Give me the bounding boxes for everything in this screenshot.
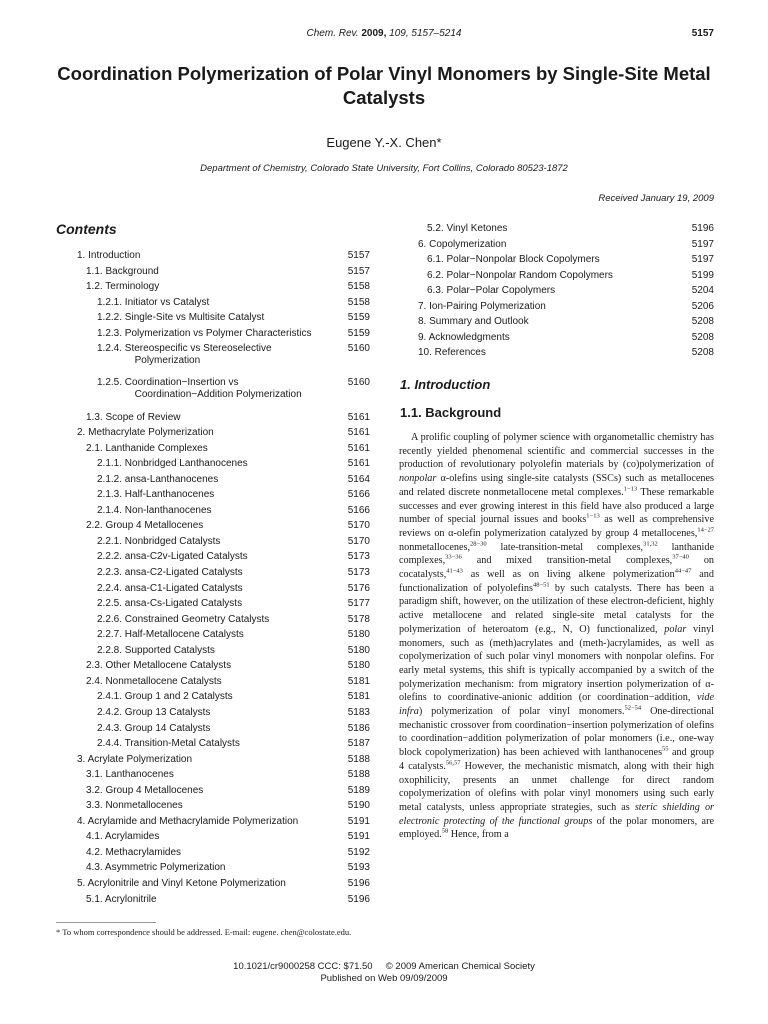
toc-entry-label: 2.2.1. Nonbridged Catalysts (97, 535, 221, 547)
toc-entry-label: 9. Acknowledgments (418, 331, 510, 343)
toc-entry-label: 1.2.4. Stereospecific vs Stereoselective (97, 343, 272, 355)
toc-entry-label: 1.2.1. Initiator vs Catalyst (97, 296, 210, 308)
toc-entry-page: 5176 (347, 582, 370, 594)
toc-entry-page: 5161 (347, 442, 370, 454)
toc-entry-page: 5181 (347, 691, 370, 703)
toc-entry-label: 2.4. Nonmetallocene Catalysts (86, 675, 222, 687)
toc-entry-label: 1.2. Terminology (86, 281, 160, 293)
toc-entry-label: 1.3. Scope of Review (86, 411, 181, 423)
toc-entry-label: 1. Introduction (77, 250, 141, 261)
toc-entry-label: 10. References (418, 347, 486, 359)
toc-entry-label: 5.1. Acrylonitrile (86, 893, 157, 905)
correspondence-footnote: * To whom correspondence should be addressed. E-mail: eugene. chen@colostate.edu. (56, 927, 352, 937)
toc-entry-label: 4.3. Asymmetric Polymerization (86, 862, 226, 874)
toc-entry-label: 3. Acrylate Polymerization (77, 753, 193, 765)
toc-entry-page: 5189 (347, 784, 370, 796)
toc-entry-label-continued: Coordination−Addition Polymerization (134, 389, 302, 401)
published-date: Published on Web 09/09/2009 (320, 973, 448, 984)
toc-entry-label: 2.2.4. ansa-C1-Ligated Catalysts (97, 582, 243, 594)
toc-entry-label: 2.4.3. Group 14 Catalysts (97, 722, 211, 734)
toc-entry-page: 5161 (347, 411, 370, 423)
toc-entry-page: 5206 (691, 300, 714, 312)
toc-entry-page: 5196 (347, 878, 370, 889)
toc-entry-label: 5. Acrylonitrile and Vinyl Ketone Polymerization (77, 878, 286, 889)
toc-entry-label: 2.2.6. Constrained Geometry Catalysts (97, 613, 270, 625)
toc-entry-page: 5161 (347, 458, 370, 470)
toc-entry-page: 5191 (347, 831, 370, 843)
toc-entry-label: 2.2.8. Supported Catalysts (97, 644, 215, 656)
toc-entry-label: 2.2.5. ansa-Cs-Ligated Catalysts (97, 598, 243, 610)
journal-name: Chem. Rev. (306, 28, 359, 39)
toc-entry-page: 5196 (691, 223, 714, 234)
author-affiliation: Department of Chemistry, Colorado State University, Fort Collins, Colorado 80523-1872 (200, 163, 568, 174)
toc-entry-page: 5159 (347, 327, 370, 339)
toc-entry-page: 5157 (347, 265, 370, 277)
toc-entry-label: 2.2. Group 4 Metallocenes (86, 520, 204, 532)
toc-entry-label: 2.4.4. Transition-Metal Catalysts (97, 738, 240, 750)
toc-entry-label: 1.2.2. Single-Site vs Multisite Catalyst (97, 312, 265, 324)
toc-entry-page: 5180 (347, 629, 370, 641)
toc-entry-page: 5192 (347, 846, 370, 858)
toc-entry-page: 5193 (347, 862, 370, 874)
toc-entry-label: 2.4.2. Group 13 Catalysts (97, 706, 211, 718)
toc-entry-label: 1.1. Background (86, 265, 159, 277)
toc-entry-page: 5180 (347, 644, 370, 656)
toc-entry-label: 2. Methacrylate Polymerization (77, 427, 214, 439)
toc-entry-page: 5160 (347, 343, 370, 355)
toc-entry-page: 5208 (691, 316, 714, 328)
toc-entry-page: 5197 (691, 238, 714, 250)
background-paragraph: A prolific coupling of polymer science with organometallic chemistry has recently yielded phenomenal scientific and commercial successes in the production of revolutionary polyolefin materials by (co)polymerization of nonpolar α-olefins using single-site catalysts (SSCs) such as metallocenes and related discrete nonmetallocene metal complexes.$^{1-13}$ These remarkable successes and ever growing interest in this field have also produced a large number of special journal issues and books$^{1-13}$ as well as comprehensive reviews on α-olefin polymerization catalyzed by group 4 metallocenes,$^{14-27}$ nonmetallocenes,$^{28-30}$ late-transition-metal complexes,$^{31,32}$ lanthanide complexes,$^{33-36}$ and mixed transition-metal complexes,$^{37-40}$ on cocatalysts,$^{41-43}$ as well as on living alkene polymerization$^{44-47}$ and functionalization of polyolefins$^{48-51}$ by such catalysts. There has been a paradigm shift, however, on the utilization of these electron-deficient, highly active metallocene and related single-site metal catalysts for the polymerization of heteroatom (e.g., N, O) functionalized, polar vinyl monomers, such as (meth)acrylates and (meth-)acrylamides, as well as copolymerization of such polar vinyl monomers with nonpolar olefins. For early metal systems, this shift is typically accompanied by a switch of the polymerization mechanism: from migratory insertion polymerization of α-olefins to coordinative-anionic addition (or coordination−addition, vide infra) polymerization of polar vinyl monomers.$^{52-54}$ One-directional mechanistic crossover from coordination−insertion polymerization of olefins to coordination−addition polymerization of polar monomers (i.e., one-way block copolymerization) has been achieved with lanthanocenes$^{55}$ and group 4 catalysts.$^{56,57}$ However, the mechanistic mismatch, along with their high oxophilicity, presents an unmet challenge for direct random copolymerization of olefins with polar vinyl monomers using such early metal catalysts, unless appropriate strategies, such as steric shielding or electronic protecting of the functional groups of the polar monomers, are employed.$^{58}$ Hence, from a (399, 432, 715, 841)
toc-entry-page: 5188 (347, 753, 370, 765)
toc-entry-page: 5187 (347, 738, 370, 750)
toc-entry-label: 2.1.3. Half-Lanthanocenes (97, 489, 215, 501)
toc-entry-page: 5183 (347, 706, 370, 718)
contents-heading: Contents (56, 221, 117, 237)
toc-entry-label: 3.1. Lanthanocenes (86, 769, 174, 781)
toc-entry-page: 5204 (691, 285, 714, 297)
toc-entry-label: 3.2. Group 4 Metallocenes (86, 784, 204, 796)
toc-entry-label: 2.2.7. Half-Metallocene Catalysts (97, 629, 244, 641)
toc-entry-label: 4.2. Methacrylamides (86, 846, 182, 858)
toc-entry-page: 5188 (347, 769, 370, 781)
toc-entry-label: 4. Acrylamide and Methacrylamide Polymerization (77, 815, 299, 827)
toc-entry-page: 5160 (347, 377, 370, 389)
section-heading: 1. Introduction (400, 377, 491, 392)
author-name: Eugene Y.-X. Chen* (326, 135, 442, 150)
toc-entry-label: 1.2.3. Polymerization vs Polymer Characteristics (97, 327, 312, 339)
toc-entry-page: 5158 (347, 296, 370, 308)
toc-entry-label: 2.4.1. Group 1 and 2 Catalysts (97, 691, 233, 703)
toc-entry-page: 5199 (691, 269, 714, 281)
toc-entry-label: 2.1.2. ansa-Lanthanocenes (97, 473, 219, 485)
toc-entry-page: 5173 (347, 551, 370, 563)
toc-entry-page: 5186 (347, 722, 370, 734)
subsection-heading: 1.1. Background (400, 405, 502, 420)
toc-entry-label: 2.1.1. Nonbridged Lanthanocenes (97, 458, 248, 470)
toc-entry-label: 2.1.4. Non-lanthanocenes (97, 504, 212, 516)
journal-volume: 109, (389, 28, 409, 39)
toc-entry-label: 3.3. Nonmetallocenes (86, 800, 183, 812)
toc-entry-label: 6.2. Polar−Nonpolar Random Copolymers (427, 269, 613, 281)
toc-entry-page: 5181 (347, 675, 370, 687)
toc-entry-page: 5208 (691, 347, 714, 359)
toc-entry-label: 6. Copolymerization (418, 238, 507, 250)
toc-entry-label: 2.3. Other Metallocene Catalysts (86, 660, 232, 672)
toc-entry-label: 2.1. Lanthanide Complexes (86, 442, 208, 454)
toc-entry-page: 5191 (347, 815, 370, 827)
toc-entry-page: 5164 (347, 473, 370, 485)
toc-entry-page: 5197 (691, 254, 714, 266)
toc-entry-page: 5166 (347, 489, 370, 501)
page-footer (0, 961, 768, 985)
toc-entry-page: 5178 (347, 613, 370, 625)
toc-entry-page: 5166 (347, 504, 370, 516)
toc-entry-page: 5159 (347, 312, 370, 324)
toc-entry-label: 6.1. Polar−Nonpolar Block Copolymers (427, 254, 600, 266)
toc-entry-page: 5170 (347, 520, 370, 532)
toc-entry-label: 4.1. Acrylamides (86, 831, 160, 843)
toc-entry-label-continued: Polymerization (134, 355, 201, 367)
toc-entry-page: 5208 (691, 331, 714, 343)
toc-entry-page: 5170 (347, 535, 370, 547)
toc-entry-label: 6.3. Polar−Polar Copolymers (427, 285, 556, 297)
journal-year: 2009, (361, 28, 387, 39)
toc-entry-label: 5.2. Vinyl Ketones (427, 223, 508, 234)
page-number: 5157 (691, 28, 714, 39)
toc-entry-page: 5158 (347, 281, 370, 293)
toc-entry-label: 8. Summary and Outlook (418, 316, 529, 328)
footnote-divider (56, 922, 156, 923)
toc-entry-page: 5157 (347, 250, 370, 261)
copyright: © 2009 American Chemical Society (385, 961, 535, 972)
doi-price: 10.1021/cr9000258 CCC: $71.50 (233, 961, 373, 972)
article-title: Coordination Polymerization of Polar Vinyl Monomers by Single-Site Metal Catalysts (57, 63, 711, 108)
toc-entry-page: 5196 (347, 893, 370, 905)
toc-entry-label: 2.2.3. ansa-C2-Ligated Catalysts (97, 567, 243, 578)
toc-entry-label: 2.2.2. ansa-C2v-Ligated Catalysts (97, 551, 248, 563)
toc-entry-page: 5173 (347, 567, 370, 578)
received-date: Received January 19, 2009 (598, 193, 714, 204)
journal-citation (0, 28, 768, 39)
toc-entry-label: 1.2.5. Coordination−Insertion vs (97, 377, 239, 389)
toc-entry-page: 5180 (347, 660, 370, 672)
toc-entry-page: 5161 (347, 427, 370, 439)
toc-entry-label: 7. Ion-Pairing Polymerization (418, 300, 546, 312)
toc-entry-page: 5190 (347, 800, 370, 812)
toc-entry-page: 5177 (347, 598, 370, 610)
journal-pages: 5157–5214 (411, 28, 462, 39)
